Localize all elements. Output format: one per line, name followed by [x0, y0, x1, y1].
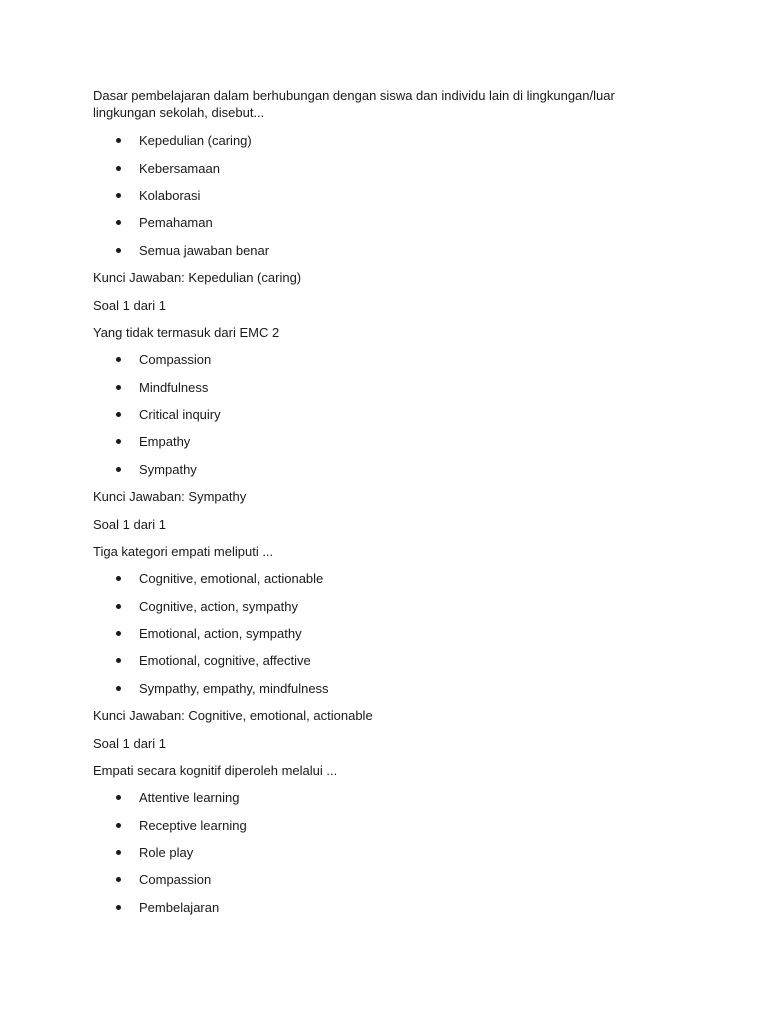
option-text: Receptive learning [139, 818, 247, 833]
option-text: Emotional, action, sympathy [139, 626, 302, 641]
option-text: Pemahaman [139, 215, 213, 230]
option-text: Cognitive, emotional, actionable [139, 571, 324, 586]
question-4-prompt: Empati secara kognitif diperoleh melalui ... [93, 763, 338, 778]
question-1-counter: Soal 1 dari 1 [93, 298, 166, 313]
bullet-icon [116, 248, 121, 253]
question-2-counter: Soal 1 dari 1 [93, 517, 166, 532]
bullet-icon [116, 686, 121, 691]
bullet-icon [116, 138, 121, 143]
bullet-icon [116, 877, 121, 882]
bullet-icon [116, 220, 121, 225]
option-text: Kolaborasi [139, 188, 201, 203]
bullet-icon [116, 905, 121, 910]
option-text: Kebersamaan [139, 161, 220, 176]
question-3-answer: Kunci Jawaban: Cognitive, emotional, actionable [93, 708, 373, 723]
option-text: Emotional, cognitive, affective [139, 653, 311, 668]
bullet-icon [116, 631, 121, 636]
bullet-icon [116, 193, 121, 198]
option-text: Semua jawaban benar [139, 243, 270, 258]
option-text: Sympathy [139, 462, 197, 477]
option-text: Mindfulness [139, 380, 209, 395]
option-text: Empathy [139, 434, 191, 449]
bullet-icon [116, 467, 121, 472]
bullet-icon [116, 823, 121, 828]
bullet-icon [116, 576, 121, 581]
option-text: Pembelajaran [139, 900, 220, 915]
option-text: Kepedulian (caring) [139, 133, 252, 148]
bullet-icon [116, 412, 121, 417]
option-text: Sympathy, empathy, mindfulness [139, 681, 329, 696]
bullet-icon [116, 166, 121, 171]
question-1-prompt-line-2: lingkungan sekolah, disebut... [93, 105, 265, 120]
bullet-icon [116, 604, 121, 609]
bullet-icon [116, 658, 121, 663]
bullet-icon [116, 795, 121, 800]
option-text: Attentive learning [139, 790, 240, 805]
bullet-icon [116, 385, 121, 390]
bullet-icon [116, 357, 121, 362]
option-text: Compassion [139, 352, 212, 367]
option-text: Critical inquiry [139, 407, 221, 422]
question-1-answer: Kunci Jawaban: Kepedulian (caring) [93, 270, 302, 285]
question-3-prompt: Tiga kategori empati meliputi ... [93, 544, 274, 559]
question-1-prompt-line-1: Dasar pembelajaran dalam berhubungan dengan siswa dan individu lain di lingkungan/luar [93, 88, 615, 103]
option-text: Role play [139, 845, 194, 860]
bullet-icon [116, 439, 121, 444]
question-3-counter: Soal 1 dari 1 [93, 736, 166, 751]
question-2-answer: Kunci Jawaban: Sympathy [93, 489, 247, 504]
option-text: Cognitive, action, sympathy [139, 599, 298, 614]
bullet-icon [116, 850, 121, 855]
question-2-prompt: Yang tidak termasuk dari EMC 2 [93, 325, 280, 340]
option-text: Compassion [139, 872, 212, 887]
